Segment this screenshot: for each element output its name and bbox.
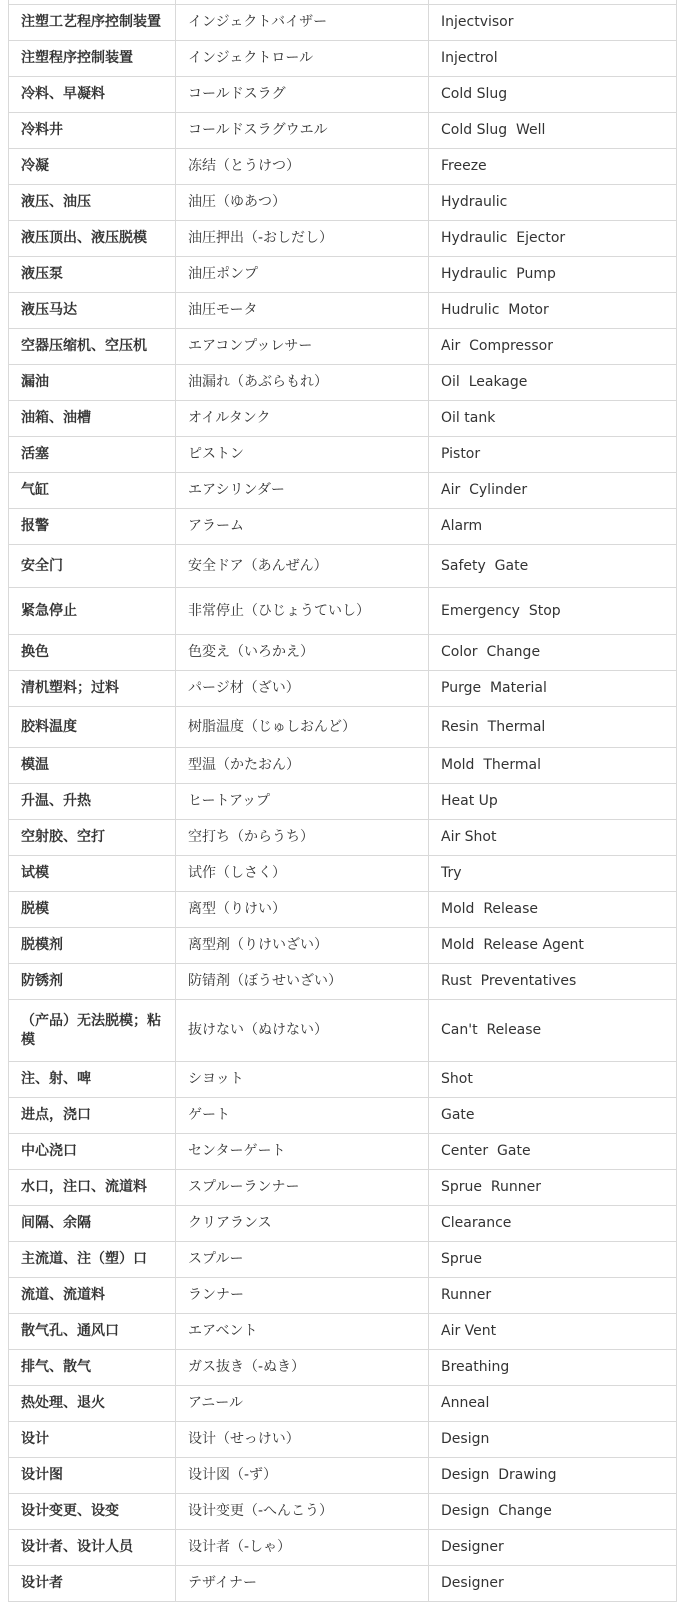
- cell-chinese-term: 水口，注口、流道料: [9, 1170, 176, 1206]
- table-row: [9, 1278, 677, 1314]
- table-row: [9, 707, 677, 748]
- cell-chinese-term: 清机塑料；过料: [9, 671, 176, 707]
- cell-chinese-term: 热处理、退火: [9, 1386, 176, 1422]
- table-row: [9, 964, 677, 1000]
- cell-japanese-term: 离型剤（りけいざい）: [176, 928, 429, 964]
- cell-chinese-term: 设计变更、设变: [9, 1494, 176, 1530]
- cell-japanese-term: エアシリンダー: [176, 473, 429, 509]
- cell-japanese-term: スプルーランナー: [176, 1170, 429, 1206]
- table-row: [9, 329, 677, 365]
- cell-japanese-term: テザイナー: [176, 1566, 429, 1602]
- cell-chinese-term: 胶料温度: [9, 707, 176, 748]
- table-row: [9, 221, 677, 257]
- cell-chinese-term: 设计图: [9, 1458, 176, 1494]
- table-row: [9, 1062, 677, 1098]
- cell-japanese-term: 设计図（-ず）: [176, 1458, 429, 1494]
- cell-japanese-term: 设计者（-しゃ）: [176, 1530, 429, 1566]
- cell-chinese-term: 冷料井: [9, 113, 176, 149]
- table-row: [9, 784, 677, 820]
- cell-japanese-term: 空打ち（からうち）: [176, 820, 429, 856]
- cell-chinese-term: （产品）无法脱模；粘模: [9, 1000, 176, 1062]
- cell-chinese-term: 脱模剂: [9, 928, 176, 964]
- table-row: [9, 185, 677, 221]
- cell-english-term: Cold Slug Well: [429, 113, 677, 149]
- cell-chinese-term: 间隔、余隔: [9, 1206, 176, 1242]
- cell-chinese-term: 液压泵: [9, 257, 176, 293]
- cell-chinese-term: 流道、流道料: [9, 1278, 176, 1314]
- glossary-table: [8, 0, 677, 1602]
- cell-japanese-term: インジェクトロール: [176, 41, 429, 77]
- table-row: [9, 5, 677, 41]
- table-row: [9, 1530, 677, 1566]
- cell-english-term: Gate: [429, 1098, 677, 1134]
- cell-english-term: Injectvisor: [429, 5, 677, 41]
- table-row: [9, 1350, 677, 1386]
- cell-english-term: Designer: [429, 1530, 677, 1566]
- cell-english-term: Hudrulic Motor: [429, 293, 677, 329]
- cell-japanese-term: シヨット: [176, 1062, 429, 1098]
- cell-chinese-term: 主流道、注（塑）口: [9, 1242, 176, 1278]
- cell-chinese-term: 安全门: [9, 545, 176, 588]
- cell-english-term: Freeze: [429, 149, 677, 185]
- cell-japanese-term: 安全ドア（あんぜん）: [176, 545, 429, 588]
- cell-chinese-term: 注、射、啤: [9, 1062, 176, 1098]
- cell-english-term: Sprue Runner: [429, 1170, 677, 1206]
- table-row: [9, 1206, 677, 1242]
- cell-japanese-term: 油圧（ゆあつ）: [176, 185, 429, 221]
- cell-japanese-term: 非常停止（ひじょうていし）: [176, 588, 429, 635]
- cell-chinese-term: 中心浇口: [9, 1134, 176, 1170]
- cell-japanese-term: 设计变更（-へんこう）: [176, 1494, 429, 1530]
- cell-english-term: Clearance: [429, 1206, 677, 1242]
- cell-chinese-term: 冷凝: [9, 149, 176, 185]
- cell-japanese-term: コールドスラグ: [176, 77, 429, 113]
- cell-english-term: Air Cylinder: [429, 473, 677, 509]
- cell-japanese-term: 油漏れ（あぶらもれ）: [176, 365, 429, 401]
- cell-english-term: Designer: [429, 1566, 677, 1602]
- cell-japanese-term: 油圧モータ: [176, 293, 429, 329]
- table-row: [9, 820, 677, 856]
- cell-chinese-term: 换色: [9, 635, 176, 671]
- table-row: [9, 365, 677, 401]
- cell-english-term: Hydraulic: [429, 185, 677, 221]
- cell-japanese-term: オイルタンク: [176, 401, 429, 437]
- cell-english-term: Runner: [429, 1278, 677, 1314]
- cell-english-term: Design: [429, 1422, 677, 1458]
- cell-english-term: Design Change: [429, 1494, 677, 1530]
- cell-chinese-term: 设计者、设计人员: [9, 1530, 176, 1566]
- cell-english-term: Safety Gate: [429, 545, 677, 588]
- table-row: [9, 257, 677, 293]
- cell-chinese-term: 升温、升热: [9, 784, 176, 820]
- table-row: [9, 437, 677, 473]
- cell-japanese-term: 抜けない（ぬけない）: [176, 1000, 429, 1062]
- table-row: [9, 1242, 677, 1278]
- cell-chinese-term: 试模: [9, 856, 176, 892]
- table-row: [9, 545, 677, 588]
- cell-japanese-term: パージ材（ざい）: [176, 671, 429, 707]
- table-row: [9, 401, 677, 437]
- table-row: [9, 1566, 677, 1602]
- cell-japanese-term: ゲート: [176, 1098, 429, 1134]
- table-row: [9, 856, 677, 892]
- table-row: [9, 1170, 677, 1206]
- table-row: [9, 671, 677, 707]
- cell-english-term: Try: [429, 856, 677, 892]
- cell-japanese-term: エアベント: [176, 1314, 429, 1350]
- cell-english-term: Mold Thermal: [429, 748, 677, 784]
- cell-chinese-term: 液压顶出、液压脱模: [9, 221, 176, 257]
- cell-japanese-term: ヒートアップ: [176, 784, 429, 820]
- cell-chinese-term: 油箱、油槽: [9, 401, 176, 437]
- cell-english-term: Color Change: [429, 635, 677, 671]
- table-row: [9, 635, 677, 671]
- glossary-table-body: [9, 0, 677, 1602]
- table-row: [9, 892, 677, 928]
- cell-chinese-term: 空射胶、空打: [9, 820, 176, 856]
- table-row: [9, 928, 677, 964]
- table-row: [9, 1314, 677, 1350]
- cell-english-term: Mold Release Agent: [429, 928, 677, 964]
- cell-japanese-term: 冻结（とうけつ）: [176, 149, 429, 185]
- cell-japanese-term: 油圧押出（-おしだし）: [176, 221, 429, 257]
- cell-chinese-term: 排气、散气: [9, 1350, 176, 1386]
- cell-chinese-term: 设计者: [9, 1566, 176, 1602]
- table-row: [9, 1458, 677, 1494]
- cell-chinese-term: 报警: [9, 509, 176, 545]
- cell-japanese-term: 树脂温度（じゅしおんど）: [176, 707, 429, 748]
- cell-english-term: Hydraulic Ejector: [429, 221, 677, 257]
- cell-chinese-term: 防锈剂: [9, 964, 176, 1000]
- table-row: [9, 1422, 677, 1458]
- cell-english-term: Cold Slug: [429, 77, 677, 113]
- cell-chinese-term: 注塑工艺程序控制装置: [9, 5, 176, 41]
- cell-japanese-term: センターゲート: [176, 1134, 429, 1170]
- cell-japanese-term: 试作（しさく）: [176, 856, 429, 892]
- cell-chinese-term: 进点，浇口: [9, 1098, 176, 1134]
- cell-chinese-term: 液压马达: [9, 293, 176, 329]
- cell-english-term: Heat Up: [429, 784, 677, 820]
- table-row: [9, 509, 677, 545]
- table-row: [9, 149, 677, 185]
- table-row: [9, 1494, 677, 1530]
- cell-english-term: Design Drawing: [429, 1458, 677, 1494]
- cell-japanese-term: 防锖剤（ぼうせいざい）: [176, 964, 429, 1000]
- cell-english-term: Purge Material: [429, 671, 677, 707]
- cell-chinese-term: 散气孔、通风口: [9, 1314, 176, 1350]
- table-row: [9, 588, 677, 635]
- cell-chinese-term: 活塞: [9, 437, 176, 473]
- cell-english-term: Breathing: [429, 1350, 677, 1386]
- cell-english-term: Shot: [429, 1062, 677, 1098]
- cell-english-term: Anneal: [429, 1386, 677, 1422]
- table-row: [9, 113, 677, 149]
- table-row: [9, 1134, 677, 1170]
- table-row: [9, 748, 677, 784]
- cell-japanese-term: アニール: [176, 1386, 429, 1422]
- cell-japanese-term: 油圧ポンプ: [176, 257, 429, 293]
- cell-english-term: Air Vent: [429, 1314, 677, 1350]
- cell-japanese-term: 型温（かたおん）: [176, 748, 429, 784]
- cell-japanese-term: ピストン: [176, 437, 429, 473]
- table-row: [9, 1098, 677, 1134]
- cell-japanese-term: アラーム: [176, 509, 429, 545]
- cell-english-term: Sprue: [429, 1242, 677, 1278]
- cell-japanese-term: ガス抜き（-ぬき）: [176, 1350, 429, 1386]
- cell-japanese-term: コールドスラグウエル: [176, 113, 429, 149]
- cell-japanese-term: 设计（せっけい）: [176, 1422, 429, 1458]
- cell-english-term: Alarm: [429, 509, 677, 545]
- table-row: [9, 473, 677, 509]
- table-row: [9, 1000, 677, 1062]
- cell-chinese-term: 设计: [9, 1422, 176, 1458]
- cell-english-term: Pistor: [429, 437, 677, 473]
- cell-chinese-term: 冷料、早凝料: [9, 77, 176, 113]
- cell-japanese-term: 色変え（いろかえ）: [176, 635, 429, 671]
- cell-english-term: Injectrol: [429, 41, 677, 77]
- cell-english-term: Hydraulic Pump: [429, 257, 677, 293]
- cell-english-term: Can't Release: [429, 1000, 677, 1062]
- cell-japanese-term: インジェクトバイザー: [176, 5, 429, 41]
- cell-english-term: Air Shot: [429, 820, 677, 856]
- cell-japanese-term: スプルー: [176, 1242, 429, 1278]
- cell-english-term: Oil tank: [429, 401, 677, 437]
- cell-chinese-term: 气缸: [9, 473, 176, 509]
- cell-english-term: Air Compressor: [429, 329, 677, 365]
- cell-chinese-term: 模温: [9, 748, 176, 784]
- cell-english-term: Mold Release: [429, 892, 677, 928]
- cell-english-term: Oil Leakage: [429, 365, 677, 401]
- cell-chinese-term: 空器压缩机、空压机: [9, 329, 176, 365]
- table-row: [9, 293, 677, 329]
- cell-chinese-term: 紧急停止: [9, 588, 176, 635]
- cell-english-term: Resin Thermal: [429, 707, 677, 748]
- cell-japanese-term: クリアランス: [176, 1206, 429, 1242]
- cell-english-term: Center Gate: [429, 1134, 677, 1170]
- table-row: [9, 77, 677, 113]
- cell-english-term: Emergency Stop: [429, 588, 677, 635]
- cell-chinese-term: 脱模: [9, 892, 176, 928]
- cell-japanese-term: ランナー: [176, 1278, 429, 1314]
- table-row: [9, 1386, 677, 1422]
- cell-chinese-term: 液压、油压: [9, 185, 176, 221]
- cell-chinese-term: 注塑程序控制装置: [9, 41, 176, 77]
- cell-japanese-term: 离型（りけい）: [176, 892, 429, 928]
- cell-chinese-term: 漏油: [9, 365, 176, 401]
- cell-japanese-term: エアコンプッレサー: [176, 329, 429, 365]
- cell-english-term: Rust Preventatives: [429, 964, 677, 1000]
- table-row: [9, 41, 677, 77]
